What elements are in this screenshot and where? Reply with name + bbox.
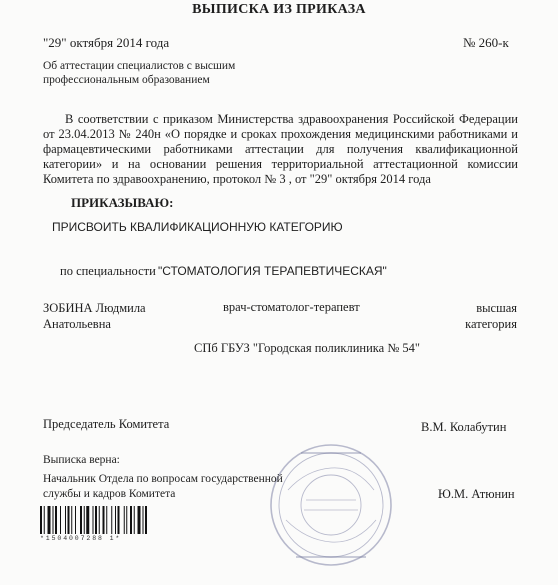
specialty-value: "СТОМАТОЛОГИЯ ТЕРАПЕВТИЧЕСКАЯ" — [158, 264, 387, 278]
barcode-bar — [55, 506, 57, 534]
chair-name: В.М. Колабутин — [421, 420, 507, 434]
barcode-bar — [134, 506, 135, 534]
barcode-bar — [130, 506, 132, 534]
barcode-bar — [65, 506, 66, 534]
barcode-bar — [40, 506, 42, 534]
barcode-bar — [118, 506, 120, 534]
barcode-icon — [40, 506, 190, 534]
barcode-bar — [111, 506, 112, 534]
barcode-bar — [44, 506, 45, 534]
barcode-bar — [80, 506, 82, 534]
barcode-bar — [126, 506, 127, 534]
specialty-label: по специальности — [60, 264, 156, 278]
document-title: ВЫПИСКА ИЗ ПРИКАЗА — [192, 2, 366, 17]
assign-category-line: ПРИСВОИТЬ КВАЛИФИКАЦИОННУЮ КАТЕГОРИЮ — [52, 220, 343, 234]
order-number: № 260-к — [463, 35, 509, 50]
order-date: "29" октября 2014 года — [43, 35, 170, 50]
barcode-bar — [60, 506, 61, 534]
barcode-bar — [106, 506, 107, 534]
verified-note: Выписка верна: — [43, 454, 120, 466]
barcode-bar — [68, 506, 70, 534]
chair-title: Председатель Комитета — [43, 417, 170, 431]
person-position: врач-стоматолог-терапевт — [223, 300, 360, 314]
document-barcode — [40, 506, 190, 542]
barcode-bar — [53, 506, 54, 534]
order-subject: Об аттестации специалистов с высшим профессиональным образованием — [43, 60, 236, 86]
qualification-category: высшая категория — [465, 301, 517, 331]
order-directive: ПРИКАЗЫВАЮ: — [71, 195, 174, 210]
barcode-bar — [84, 506, 85, 534]
barcode-digits: *1504007288 1* — [40, 535, 122, 542]
barcode-bar — [86, 506, 89, 534]
order-preamble: В соответствии с приказом Министерства здравоохранения Российской Федерации от 23.04.2013 № 240н «О порядке и сроках прохождения медицинскими работниками и фармацевтическими работниками аттестации для получения квалификационной категории» и на основании решения территориальной аттестационной комиссии Комитета по здравоохранению, протокол № 3 , от "29" октября 2014 года — [43, 112, 518, 186]
barcode-bar — [143, 506, 144, 534]
barcode-bar — [48, 506, 51, 534]
barcode-bar — [75, 506, 76, 534]
official-stamp-icon — [266, 440, 396, 570]
barcode-bar — [99, 506, 100, 534]
organization-name: СПб ГБУЗ "Городская поликлиника № 54" — [194, 341, 421, 355]
barcode-bar — [115, 506, 116, 534]
barcode-bar — [103, 506, 105, 534]
barcode-bar — [124, 506, 125, 534]
barcode-bar — [138, 506, 141, 534]
head-title: Начальник Отдела по вопросам государственной службы и кадров Комитета — [43, 473, 283, 500]
person-name: ЗОБИНА Людмила Анатольевна — [43, 301, 146, 331]
barcode-bar — [71, 506, 72, 534]
barcode-bar — [93, 506, 94, 534]
head-name: Ю.М. Атюнин — [438, 487, 515, 501]
barcode-bar — [95, 506, 97, 534]
barcode-bar — [145, 506, 147, 534]
